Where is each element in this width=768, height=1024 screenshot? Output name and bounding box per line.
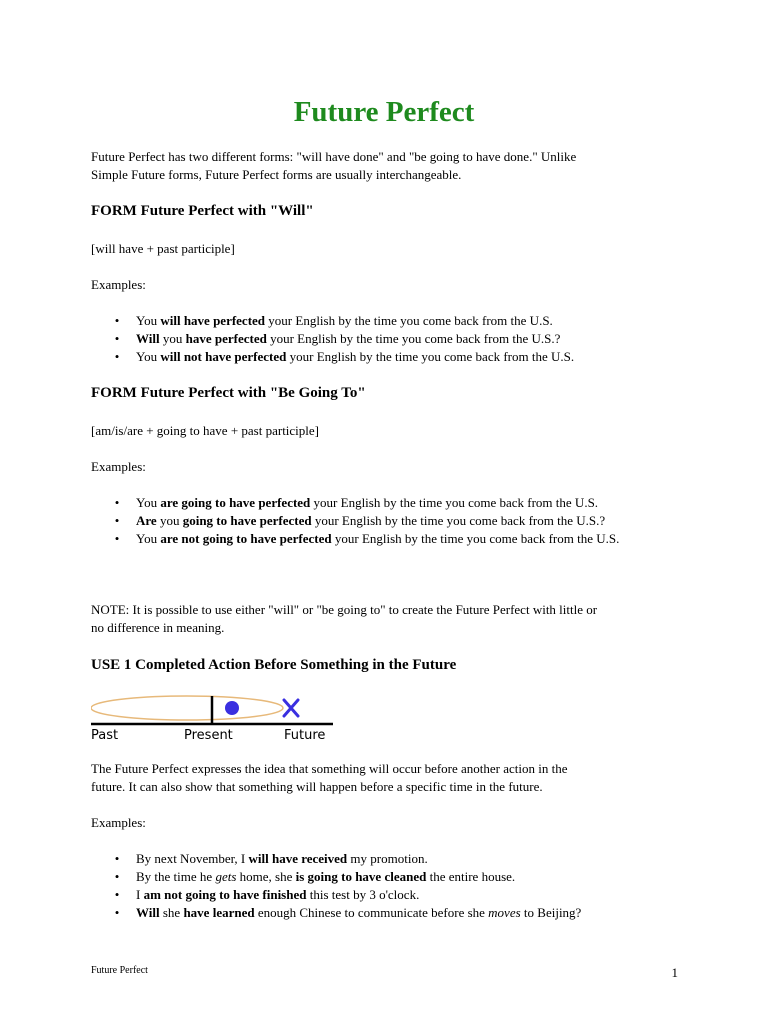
list-item bbox=[91, 868, 691, 886]
will-formula: [will have + past participle] bbox=[91, 241, 235, 256]
bold-text: are not going to have perfected bbox=[160, 531, 332, 546]
text-run: this test by 3 o'clock. bbox=[306, 887, 420, 902]
text-run: your English by the time you come back from the U.S.? bbox=[311, 513, 606, 528]
note-paragraph bbox=[91, 601, 691, 637]
bullet-icon: • bbox=[114, 331, 120, 346]
bullet-icon: • bbox=[114, 905, 120, 920]
timeline-future-x-icon bbox=[284, 700, 298, 716]
bullet-icon: • bbox=[114, 313, 120, 328]
bullet-icon: • bbox=[114, 869, 120, 884]
bullet-icon: • bbox=[114, 851, 120, 866]
list-item bbox=[91, 886, 691, 904]
timeline-action-dot bbox=[225, 701, 239, 715]
intro-line-2: Simple Future forms, Future Perfect forms are usually interchangeable. bbox=[91, 167, 462, 182]
bullet-icon: • bbox=[114, 531, 120, 546]
bold-text: am not going to have finished bbox=[143, 887, 307, 902]
intro-paragraph bbox=[91, 148, 691, 184]
text-run: your English by the time you come back from the U.S.? bbox=[266, 331, 561, 346]
text-run: By next November, I bbox=[136, 851, 249, 866]
text-run: your English by the time you come back from the U.S. bbox=[310, 495, 599, 510]
use1-examples-list bbox=[91, 850, 691, 922]
bullet-icon: • bbox=[114, 349, 120, 364]
bold-text: will have perfected bbox=[160, 313, 266, 328]
page-title: Future Perfect bbox=[293, 96, 475, 128]
going-examples-list bbox=[91, 494, 691, 548]
text-run: I bbox=[136, 887, 144, 902]
timeline-label-future: Future bbox=[284, 728, 326, 742]
bold-text: will not have perfected bbox=[160, 349, 287, 364]
text-run: enough Chinese to communicate before she bbox=[254, 905, 489, 920]
bold-text: Will bbox=[136, 905, 160, 920]
going-formula: [am/is/are + going to have + past participle] bbox=[91, 423, 320, 438]
text-run: You bbox=[136, 313, 161, 328]
text-run: you bbox=[159, 331, 186, 346]
text-run: the entire house. bbox=[426, 869, 516, 884]
italic-text: moves bbox=[488, 905, 521, 920]
text-run: to Beijing? bbox=[520, 905, 582, 920]
text-run: my promotion. bbox=[347, 851, 428, 866]
bullet-icon: • bbox=[114, 887, 120, 902]
bold-text: will have received bbox=[248, 851, 348, 866]
footer-title: Future Perfect bbox=[91, 965, 148, 976]
list-item bbox=[91, 330, 691, 348]
text-run: you bbox=[156, 513, 183, 528]
note-line-1: NOTE: It is possible to use either "will" or "be going to" to create the Future Perfect with little or bbox=[91, 602, 598, 617]
going-section-heading: FORM Future Perfect with "Be Going To" bbox=[91, 385, 366, 401]
timeline-diagram bbox=[91, 692, 341, 742]
timeline-duration-ellipse bbox=[91, 696, 283, 720]
list-item bbox=[91, 512, 691, 530]
list-item bbox=[91, 348, 691, 366]
use1-explanation bbox=[91, 760, 691, 796]
page-number: 1 bbox=[671, 965, 678, 980]
list-item bbox=[91, 312, 691, 330]
use1-explanation-line-2: future. It can also show that something will happen before a specific time in the future. bbox=[91, 779, 543, 794]
note-line-2: no difference in meaning. bbox=[91, 620, 225, 635]
use1-explanation-line-1: The Future Perfect expresses the idea that something will occur before another action in the bbox=[91, 761, 568, 776]
will-examples-label: Examples: bbox=[91, 277, 146, 292]
italic-text: gets bbox=[215, 869, 237, 884]
text-run: By the time he bbox=[136, 869, 216, 884]
bold-text: Are bbox=[136, 513, 157, 528]
list-item bbox=[91, 904, 691, 922]
text-run: You bbox=[136, 495, 161, 510]
timeline-label-present: Present bbox=[184, 728, 233, 742]
bold-text: are going to have perfected bbox=[160, 495, 311, 510]
use1-heading: USE 1 Completed Action Before Something in the Future bbox=[91, 657, 457, 673]
going-examples-label: Examples: bbox=[91, 459, 146, 474]
bold-text: going to have perfected bbox=[182, 513, 312, 528]
timeline-label-past: Past bbox=[91, 728, 119, 742]
bold-text: have perfected bbox=[185, 331, 267, 346]
list-item bbox=[91, 850, 691, 868]
bold-text: Will bbox=[136, 331, 160, 346]
bold-text: is going to have cleaned bbox=[295, 869, 427, 884]
will-section-heading: FORM Future Perfect with "Will" bbox=[91, 203, 314, 219]
list-item bbox=[91, 494, 691, 512]
intro-line-1: Future Perfect has two different forms: "will have done" and "be going to have done." Unlike bbox=[91, 149, 577, 164]
text-run: You bbox=[136, 349, 161, 364]
bullet-icon: • bbox=[114, 513, 120, 528]
text-run: she bbox=[159, 905, 184, 920]
will-examples-list bbox=[91, 312, 691, 366]
list-item bbox=[91, 530, 691, 548]
bullet-icon: • bbox=[114, 495, 120, 510]
use1-examples-label: Examples: bbox=[91, 815, 146, 830]
text-run: your English by the time you come back from the U.S. bbox=[331, 531, 620, 546]
text-run: You bbox=[136, 531, 161, 546]
text-run: your English by the time you come back from the U.S. bbox=[286, 349, 575, 364]
text-run: your English by the time you come back from the U.S. bbox=[265, 313, 553, 328]
text-run: home, she bbox=[236, 869, 296, 884]
bold-text: have learned bbox=[183, 905, 255, 920]
